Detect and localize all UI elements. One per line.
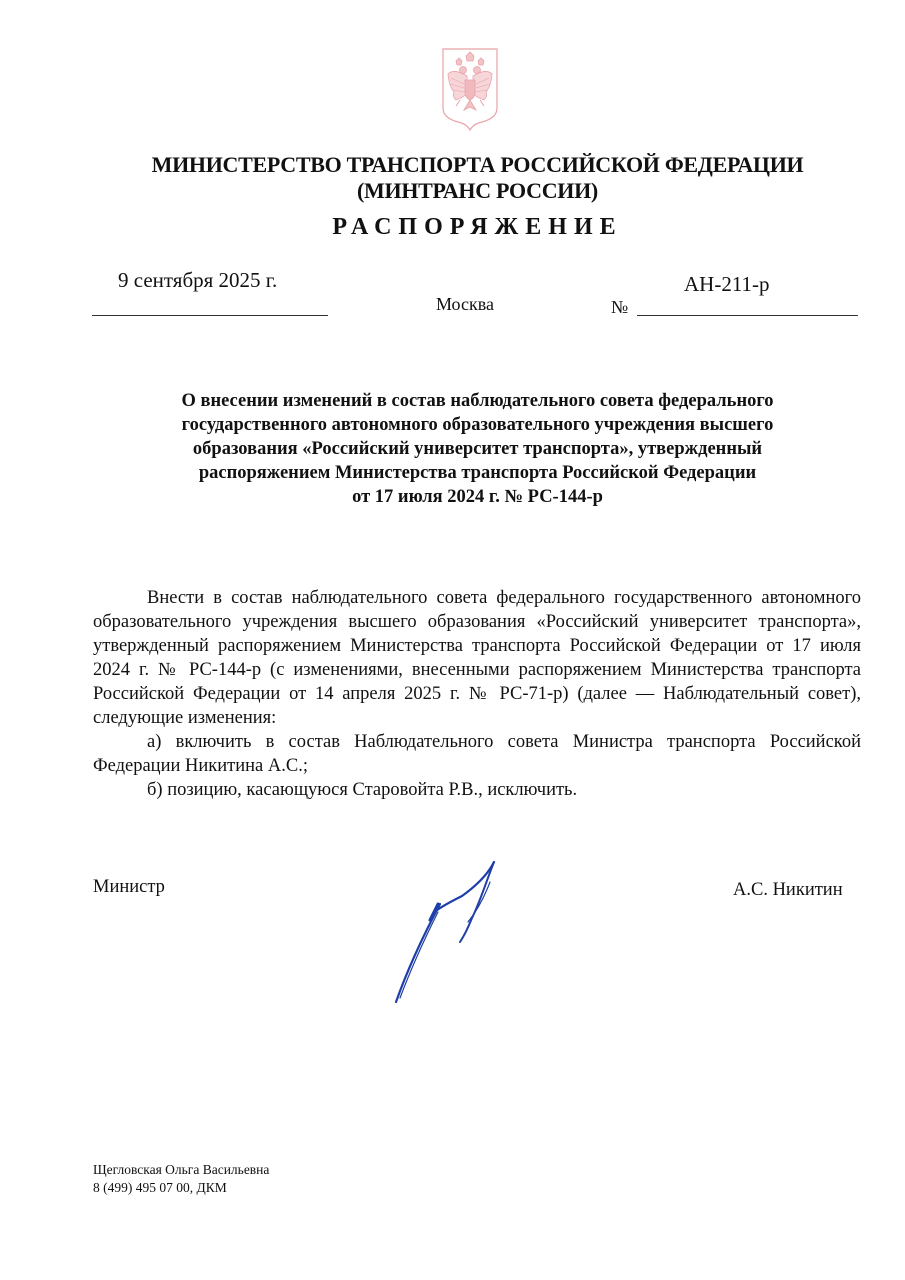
title-line: от 17 июля 2024 г. № РС-144-р bbox=[352, 487, 603, 507]
executor-name: Щегловская Ольга Васильевна bbox=[93, 1162, 270, 1177]
executor-phone: 8 (499) 495 07 00, ДКМ bbox=[93, 1180, 227, 1195]
body-paragraph-main: Внести в состав наблюдательного совета федерального государственного автономного образовательного учреждения высшего образования «Российский университет транспорта», утвержденный распоряжением Министерства транспорта Российской Федерации от 17 июля 2024 г. № РС-144-р (с изменениями, внесенными распоряжением Министерства транспорта Российской Федерации от 14 апреля 2025 г. № РС-71-р) (далее — Наблюдательный совет), следующие изменения: bbox=[93, 588, 861, 728]
body-paragraph-item-b: б) позицию, касающуюся Старовойта Р.В., исключить. bbox=[147, 780, 578, 800]
document-type: РАСПОРЯЖЕНИЕ bbox=[332, 214, 623, 240]
title-line: распоряжением Министерства транспорта Российской Федерации bbox=[198, 463, 757, 483]
title-line: государственного автономного образовательного учреждения высшего bbox=[181, 415, 774, 435]
document-city: Москва bbox=[436, 294, 494, 314]
document-body bbox=[93, 586, 861, 802]
document-title bbox=[120, 389, 835, 509]
ministry-name-line2: (МИНТРАНС РОССИИ) bbox=[357, 178, 598, 203]
handwritten-signature-icon bbox=[390, 858, 525, 1006]
ministry-name bbox=[0, 152, 905, 204]
signatory-name: А.С. Никитин bbox=[733, 880, 843, 900]
date-underline bbox=[92, 315, 328, 316]
ministry-name-line1: МИНИСТЕРСТВО ТРАНСПОРТА РОССИЙСКОЙ ФЕДЕРАЦИИ bbox=[151, 152, 804, 177]
executor-contact bbox=[93, 1161, 269, 1197]
title-line: образования «Российский университет транспорта», утвержденный bbox=[192, 439, 763, 459]
signatory-position: Министр bbox=[93, 877, 165, 897]
body-paragraph-item-a: а) включить в состав Наблюдательного совета Министра транспорта Российской Федерации Никитина А.С.; bbox=[93, 732, 861, 776]
number-underline bbox=[637, 315, 858, 316]
number-sign: № bbox=[611, 297, 629, 317]
title-line: О внесении изменений в состав наблюдательного совета федерального bbox=[181, 391, 774, 411]
coat-of-arms-icon bbox=[440, 46, 500, 132]
document-date: 9 сентября 2025 г. bbox=[118, 268, 278, 292]
document-number: АН-211-р bbox=[684, 272, 770, 296]
